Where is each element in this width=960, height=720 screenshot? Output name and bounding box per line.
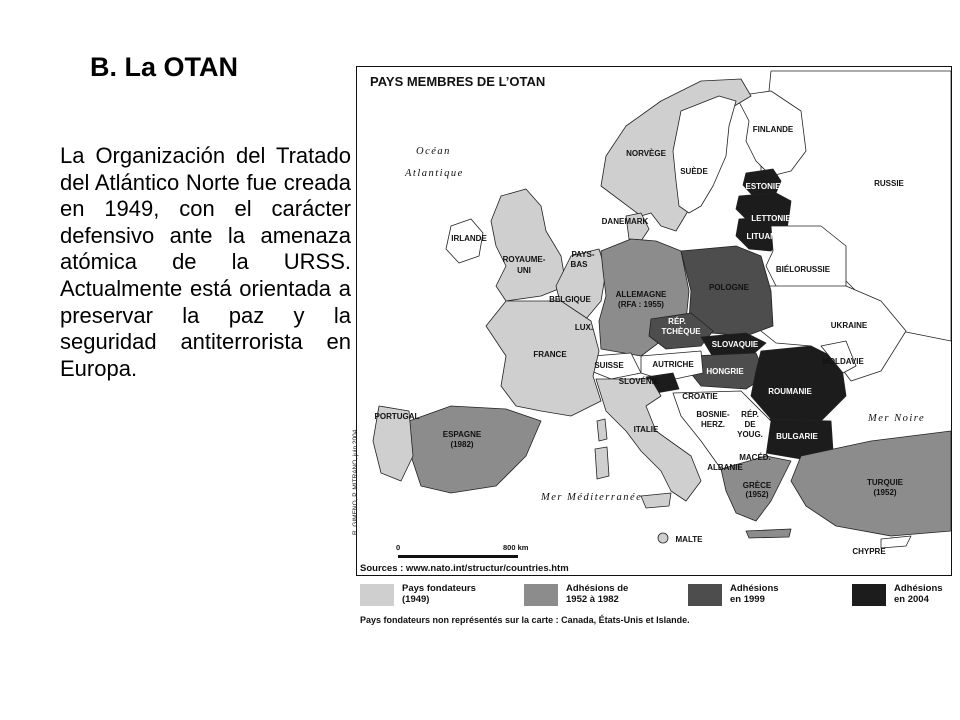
label-latvia: LETTONIE bbox=[751, 214, 791, 223]
legend-2004-line2: en 2004 bbox=[894, 594, 929, 605]
mediterranean-label: Mer Méditerranée bbox=[541, 492, 643, 503]
label-bosnia-1: BOSNIE- bbox=[696, 410, 730, 419]
label-finland: FINLANDE bbox=[752, 125, 794, 134]
label-romania: ROUMANIE bbox=[768, 387, 812, 396]
legend-text-1999 bbox=[730, 583, 779, 605]
label-denmark: DANEMARK bbox=[601, 217, 649, 226]
label-slovakia: SLOVAQUIE bbox=[711, 340, 759, 349]
label-italy: ITALIE bbox=[633, 425, 659, 434]
label-lithuania: LITUANIE bbox=[746, 232, 784, 241]
legend-1952-1982-line1: Adhésions de bbox=[566, 583, 629, 594]
sicily-shape bbox=[641, 493, 671, 508]
label-spain-year: (1982) bbox=[450, 440, 474, 449]
map-credit-text: R. GIMENO, P. MITRANO, juin 2004 bbox=[352, 429, 359, 535]
crete-shape bbox=[746, 529, 791, 538]
legend-swatch-1952-1982 bbox=[524, 584, 558, 606]
label-malta: MALTE bbox=[675, 535, 703, 544]
malta-shape bbox=[658, 533, 668, 543]
legend-text-1952-1982 bbox=[566, 583, 628, 605]
label-estonia: ESTONIE bbox=[745, 182, 781, 191]
nato-map-frame bbox=[356, 66, 952, 576]
label-czech-1: RÉP. bbox=[668, 317, 686, 326]
legend-text-founders bbox=[402, 583, 476, 605]
legend-text-2004 bbox=[894, 583, 943, 605]
label-sweden: SUÈDE bbox=[680, 167, 708, 176]
legend-2004-line1: Adhésions bbox=[894, 583, 943, 594]
label-austria: AUTRICHE bbox=[652, 360, 694, 369]
scale-bar bbox=[398, 555, 518, 558]
label-cyprus: CHYPRE bbox=[852, 547, 886, 556]
legend-founders-line2: (1949) bbox=[402, 594, 430, 605]
map-sources: Sources : www.nato.int/structur/countries.htm bbox=[360, 563, 569, 574]
label-ireland: IRLANDE bbox=[451, 234, 487, 243]
scale-end-label: 800 km bbox=[503, 543, 529, 552]
label-macedonia: MACÉD. bbox=[739, 453, 771, 462]
map-title: PAYS MEMBRES DE L’OTAN bbox=[370, 74, 546, 89]
label-croatia: CROATIE bbox=[682, 392, 718, 401]
label-yugoslavia-2: DE bbox=[744, 420, 756, 429]
nato-map bbox=[357, 67, 951, 575]
legend-1999-line2: en 1999 bbox=[730, 594, 765, 605]
label-spain: ESPAGNE bbox=[442, 430, 482, 439]
legend-swatch-2004 bbox=[852, 584, 886, 606]
label-germany: ALLEMAGNE bbox=[615, 290, 667, 299]
corsica-shape bbox=[597, 419, 607, 441]
label-norway: NORVÈGE bbox=[626, 149, 666, 158]
label-russia: RUSSIE bbox=[874, 179, 904, 188]
label-czech-2: TCHÈQUE bbox=[661, 327, 701, 336]
sardinia-shape bbox=[595, 447, 609, 479]
label-belgium: BELGIQUE bbox=[549, 295, 591, 304]
scale-start-label: 0 bbox=[396, 543, 401, 552]
legend-1952-1982-line2: 1952 à 1982 bbox=[566, 594, 619, 605]
label-uk-2: UNI bbox=[517, 266, 531, 275]
label-turkey-year: (1952) bbox=[873, 488, 897, 497]
label-turkey: TURQUIE bbox=[867, 478, 903, 487]
label-germany-year: (RFA : 1955) bbox=[618, 300, 664, 309]
legend-1999-line1: Adhésions bbox=[730, 583, 779, 594]
label-albania: ALBANIE bbox=[707, 463, 743, 472]
label-yugoslavia-1: RÉP. bbox=[741, 410, 759, 419]
label-ukraine: UKRAINE bbox=[830, 321, 868, 330]
label-netherlands-2: BAS bbox=[570, 260, 588, 269]
ocean-label-2: Atlantique bbox=[405, 168, 464, 179]
label-hungary: HONGRIE bbox=[706, 367, 744, 376]
map-footnote: Pays fondateurs non représentés sur la carte : Canada, États-Unis et Islande. bbox=[360, 615, 690, 625]
slide-paragraph: La Organización del Tratado del Atlántico Norte fue creada en 1949, con el carácter defensivo ante la amenaza atómica de la URSS. Actualmente está orientada a preservar la paz y la seguridad antiterrorista en Europa. bbox=[60, 143, 351, 381]
label-yugoslavia-3: YOUG. bbox=[737, 430, 763, 439]
label-portugal: PORTUGAL bbox=[374, 412, 420, 421]
label-greece: GRÈCE bbox=[742, 481, 772, 490]
black-sea-label: Mer Noire bbox=[868, 413, 926, 424]
label-greece-year: (1952) bbox=[745, 490, 769, 499]
ocean-label-1: Océan bbox=[416, 146, 451, 157]
label-luxembourg: LUX. bbox=[574, 323, 594, 332]
label-uk-1: ROYAUME- bbox=[502, 255, 546, 264]
map-credit bbox=[352, 429, 378, 561]
label-bulgaria: BULGARIE bbox=[776, 432, 818, 441]
label-bosnia-2: HERZ. bbox=[701, 420, 725, 429]
label-france: FRANCE bbox=[533, 350, 567, 359]
label-moldova: MOLDAVIE bbox=[822, 357, 864, 366]
label-slovenia: SLOVÉNIE bbox=[618, 377, 660, 386]
label-switzerland: SUISSE bbox=[594, 361, 624, 370]
label-netherlands-1: PAYS- bbox=[571, 250, 595, 259]
legend-swatch-1999 bbox=[688, 584, 722, 606]
label-belarus: BIÉLORUSSIE bbox=[775, 265, 831, 274]
slide-title: B. La OTAN bbox=[90, 52, 238, 82]
legend-swatch-founders bbox=[360, 584, 394, 606]
label-poland: POLOGNE bbox=[708, 283, 750, 292]
legend-founders-line1: Pays fondateurs bbox=[402, 583, 476, 594]
